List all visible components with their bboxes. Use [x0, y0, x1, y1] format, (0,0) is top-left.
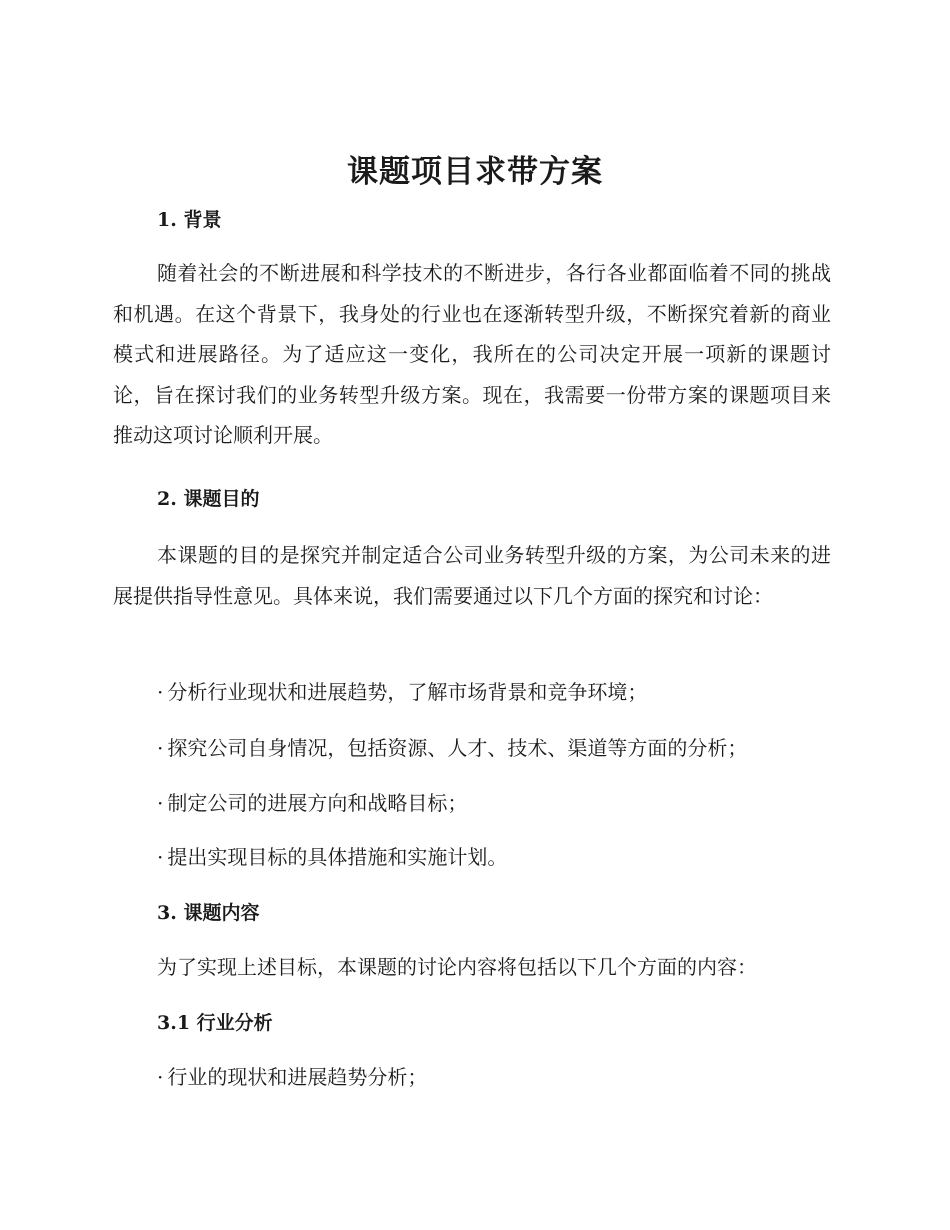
- list-item: [157, 733, 747, 763]
- section-heading-background: 1. 背景: [157, 209, 222, 231]
- list-item: [157, 1062, 427, 1092]
- bullet-icon: ·: [157, 736, 164, 760]
- purpose-paragraph: 本课题的目的是探究并制定适合公司业务转型升级的方案，为公司未来的进展提供指导性意见。具体来说，我们需要通过以下几个方面的探究和讨论：: [113, 543, 831, 608]
- bullet-icon: ·: [157, 791, 164, 815]
- bullet-icon: ·: [157, 680, 164, 704]
- subsection-heading-industry-analysis: 3.1 行业分析: [157, 1012, 273, 1034]
- background-paragraph: 随着社会的不断进展和科学技术的不断进步，各行各业都面临着不同的挑战和机遇。在这个背景下，我身处的行业也在逐渐转型升级，不断探究着新的商业模式和进展路径。为了适应这一变化，我所在的公司决定开展一项新的课题讨论，旨在探讨我们的业务转型升级方案。现在，我需要一份带方案的课题项目来推动这项讨论顺利开展。: [113, 261, 831, 447]
- content-intro: 为了实现上述目标，本课题的讨论内容将包括以下几个方面的内容：: [157, 955, 757, 979]
- list-item-text: 分析行业现状和进展趋势，了解市场背景和竞争环境；: [167, 680, 648, 704]
- list-item-text: 制定公司的进展方向和战略目标；: [167, 791, 468, 815]
- section-heading-purpose: 2. 课题目的: [157, 488, 260, 510]
- list-item-text: 提出实现目标的具体措施和实施计划。: [167, 845, 508, 869]
- list-item-text: 行业的现状和进展趋势分析；: [167, 1065, 428, 1089]
- list-item-text: 探究公司自身情况，包括资源、人才、技术、渠道等方面的分析；: [167, 736, 748, 760]
- bullet-icon: ·: [157, 1065, 164, 1089]
- list-item: [157, 842, 507, 872]
- bullet-icon: ·: [157, 845, 164, 869]
- list-item: [157, 677, 647, 707]
- section-heading-content: 3. 课题内容: [157, 902, 260, 924]
- document-title: 课题项目求带方案: [347, 154, 603, 190]
- list-item: [157, 788, 467, 818]
